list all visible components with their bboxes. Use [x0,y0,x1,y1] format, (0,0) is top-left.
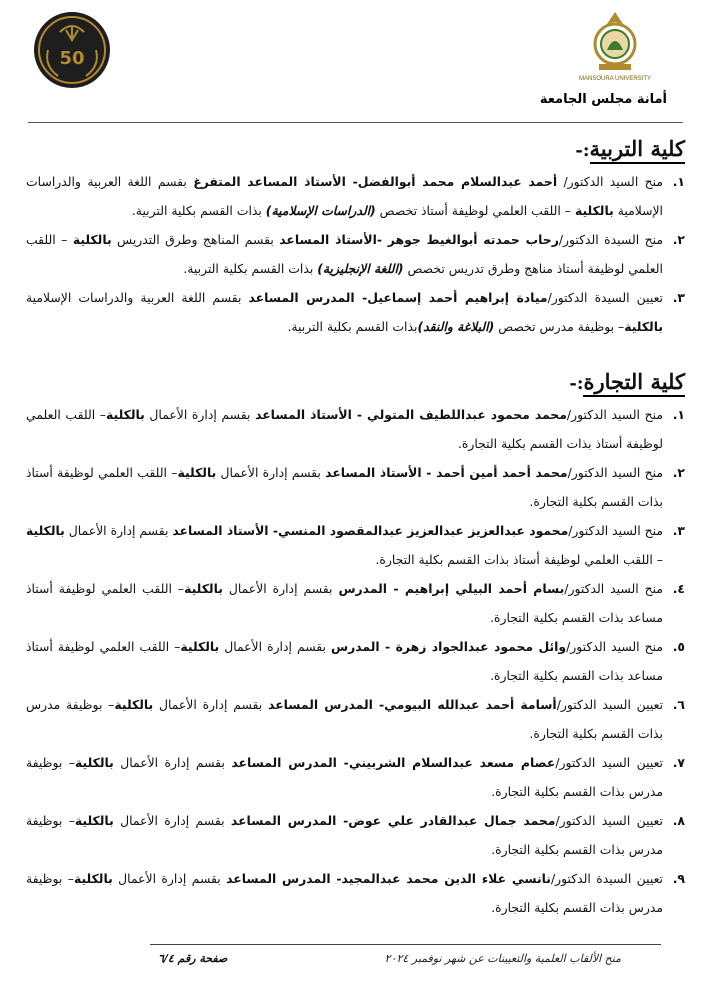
list-item: ٣. تعيين السيدة الدكتور/ميادة إبراهيم أحمد إسماعيل- المدرس المساعد بقسم اللغة العربية والدراسات الإسلامية بالكلية– بوظيفة مدرس تخصص (البلاغة والنقد)بذات القسم بكلية التربية. [26,290,685,334]
list-item: ٦. تعيين السيد الدكتور/أسامة أحمد عبدالله البيومي- المدرس المساعد بقسم إدارة الأعمال بالكلية– بوظيفة مدرس بذات القسم بكلية التجارة. [26,697,685,741]
list-item: ٢. منح السيدة الدكتور/رحاب حمدته أبوالغيط جوهر -الأستاذ المساعد بقسم المناهج وطرق التدريس بالكلية – اللقب العلمي لوظيفة أستاذ مناهج وطرق تدريس تخصص (اللغة الإنجليزية) بذات القسم بكلية التربية. [26,232,685,276]
commerce-list [26,400,685,922]
list-item: ٨. تعيين السيد الدكتور/محمد جمال عبدالقادر علي عوض- المدرس المساعد بقسم إدارة الأعمال بالكلية– بوظيفة مدرس بذات القسم بكلية التجارة. [26,813,685,857]
list-item: ٩. تعيين السيدة الدكتور/نانسي علاء الدين محمد عبدالمجيد- المدرس المساعد بقسم إدارة الأعمال بالكلية– بوظيفة مدرس بذات القسم بكلية التجارة. [26,871,685,915]
education-list [26,167,685,341]
section-education [26,135,685,341]
list-item: ١. منح السيد الدكتور/ أحمد عبدالسلام محمد أبوالفضل- الأستاذ المساعد المتفرغ بقسم اللغة العربية والدراسات الإسلامية بالكلية – اللقب العلمي لوظيفة أستاذ تخصص (الدراسات الإسلامية) بذات القسم بكلية التربية. [26,174,685,218]
page-number: صفحة رقم ٦/٤ [158,952,228,965]
header-divider [28,122,683,123]
list-item: ١. منح السيد الدكتور/محمد محمود عبداللطيف المتولي - الأستاذ المساعد بقسم إدارة الأعمال بالكلية– اللقب العلمي لوظيفة أستاذ بذات القسم بكلية التجارة. [26,407,685,451]
logo-number: 50 [59,48,85,69]
footer-divider [150,944,661,945]
title-dash: :- [575,140,590,161]
anniversary-50-logo [32,10,112,90]
footer-caption: منح الألقاب العلمية والتعيينات عن شهر نوفمبر ٢٠٢٤ [384,952,621,965]
section-commerce [26,368,685,922]
list-item: ٧. تعيين السيد الدكتور/عصام مسعد عبدالسلام الشربيني- المدرس المساعد بقسم إدارة الأعمال بالكلية– بوظيفة مدرس بذات القسم بكلية التجارة. [26,755,685,799]
council-secretariat-label: أمانة مجلس الجامعة [539,92,667,107]
mansoura-university-logo [579,10,651,82]
section-title-education [26,135,685,165]
section-title-commerce [26,368,685,398]
logo-english-text: MANSOURA UNIVERSITY [578,76,651,82]
title-text: كلية التجارة [583,369,685,397]
title-dash: :- [569,373,584,394]
list-item: ٣. منح السيد الدكتور/محمود عبدالعزيز عبدالعزيز عبدالمقصود المنسي- الأستاذ المساعد بقسم إدارة الأعمال بالكلية – اللقب العلمي لوظيفة أستاذ بذات القسم بكلية التجارة. [26,523,685,567]
title-text: كلية التربية [590,136,685,164]
list-item: ٥. منح السيد الدكتور/وائل محمود عبدالجواد زهرة - المدرس بقسم إدارة الأعمال بالكلية– اللقب العلمي لوظيفة أستاذ مساعد بذات القسم بكلية التجارة. [26,639,685,683]
list-item: ٢. منح السيد الدكتور/محمد أحمد أمين أحمد - الأستاذ المساعد بقسم إدارة الأعمال بالكلية– اللقب العلمي لوظيفة أستاذ بذات القسم بكلية التجارة. [26,465,685,509]
list-item: ٤. منح السيد الدكتور/بسام أحمد البيلي إبراهيم - المدرس بقسم إدارة الأعمال بالكلية– اللقب العلمي لوظيفة أستاذ مساعد بذات القسم بكلية التجارة. [26,581,685,625]
